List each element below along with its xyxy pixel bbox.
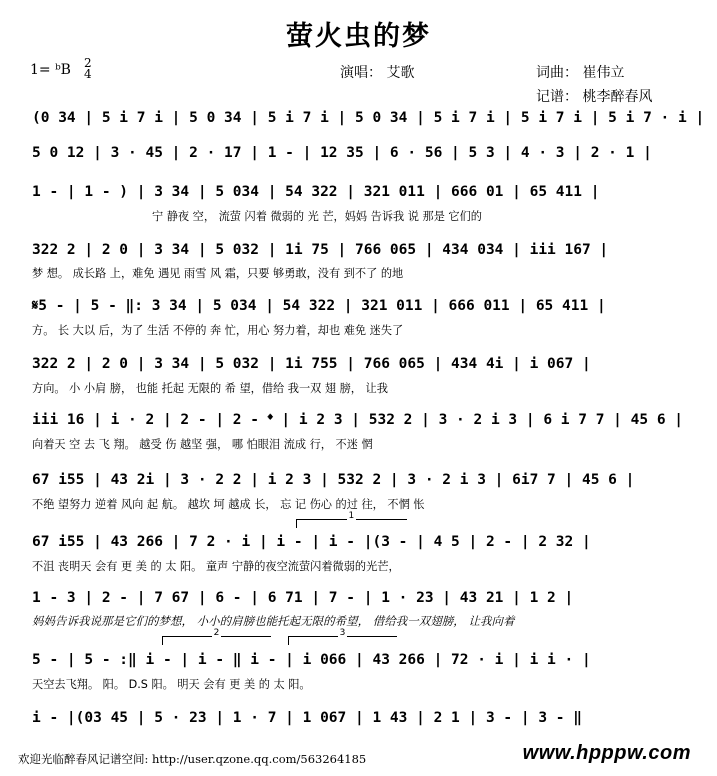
- footer-url-text: 欢迎光临醉春风记谱空间: http://user.qzone.qq.com/563264185: [18, 752, 367, 766]
- first-ending-bracket: 1: [296, 519, 407, 528]
- time-signature: 2 4: [84, 56, 92, 81]
- score-row-5: 𝄋5 - | 5 - ‖: 3 34 | 5 034 | 54 322 | 321 011 | 666 011 | 65 411 |: [32, 298, 606, 314]
- score-row-2: 5 0 12 | 3 · 45 | 2 · 17 | 1 - | 12 35 | 6 · 56 | 5 3 | 4 · 3 | 2 · 1 |: [32, 145, 652, 161]
- lyric-row-7: 向着天 空 去 飞 翔。 越受 伤 越坚 强， 哪 怕眼泪 流成 行， 不迷 惘: [32, 438, 373, 451]
- key-signature: 1= ᵇB: [30, 62, 71, 78]
- second-ending-bracket: 2: [162, 636, 271, 645]
- lyric-row-9: 不沮 丧明天 会有 更 美 的 太 阳。 童声 宁静的夜空流萤闪着微弱的光芒，: [32, 560, 400, 573]
- score-row-12: i - |(03 45 | 5 · 23 | 1 · 7 | 1 067 | 1 43 | 2 1 | 3 - | 3 - ‖: [32, 710, 582, 726]
- score-row-6: 322 2 | 2 0 | 3 34 | 5 032 | 1i 755 | 766 065 | 434 4i | i 067 |: [32, 356, 591, 372]
- score-row-7: iii 16 | i · 2 | 2 - | 2 - 𝄌 | i 2 3 | 532 2 | 3 · 2 i 3 | 6 i 7 7 | 45 6 |: [32, 412, 684, 428]
- lyric-row-3: 宁 静夜 空， 流萤 闪着 微弱的 光 芒，妈妈 告诉我 说 那是 它们的: [152, 210, 482, 223]
- third-ending-bracket: 3: [288, 636, 397, 645]
- lyric-row-11: 天空去飞翔。 阳。 D.S 阳。 明天 会有 更 美 的 太 阳。: [32, 678, 311, 691]
- composer-credit: 词曲： 崔伟立: [536, 65, 625, 81]
- score-row-3: 1 - | 1 - ) | 3 34 | 5 034 | 54 322 | 321 011 | 666 01 | 65 411 |: [32, 184, 600, 200]
- website-watermark: www.hpppw.com: [522, 742, 691, 764]
- score-row-8: 67 i55 | 43 2i | 3 · 2 2 | i 2 3 | 532 2 | 3 · 2 i 3 | 6i7 7 | 45 6 |: [32, 472, 635, 488]
- lyric-row-5: 方。 长 大以 后，为了 生活 不停的 奔 忙，用心 努力着，却也 难免 迷失了: [32, 324, 404, 337]
- score-row-4: 322 2 | 2 0 | 3 34 | 5 032 | 1i 75 | 766 065 | 434 034 | iii 167 |: [32, 242, 609, 258]
- lyric-row-4: 梦 想。 成长路 上，难免 遇见 雨雪 风 霜，只要 够勇敢，没有 到不了 的地: [32, 267, 404, 280]
- transcriber-credit: 记谱： 桃李醉春风: [536, 89, 653, 105]
- lyric-row-8: 不绝 望努力 逆着 风向 起 航。 越坎 坷 越成 长， 忘 记 伤心 的过 往， 不惘 怅: [32, 498, 425, 511]
- singer-credit: 演唱： 艾歌: [340, 65, 415, 81]
- score-row-11: 5 - | 5 - :‖ i - | i - ‖ i - | i 066 | 43 266 | 72 · i | i i · |: [32, 652, 591, 668]
- score-row-1: (0 34 | 5 i 7 i | 5 0 34 | 5 i 7 i | 5 0 34 | 5 i 7 i | 5 i 7 i | 5 i 7 · i |: [32, 110, 705, 126]
- song-title: 萤火虫的梦: [286, 21, 431, 52]
- lyric-row-6: 方向。 小 小肩 膀， 也能 托起 无限的 希 望，借给 我一双 翅 膀， 让我: [32, 382, 388, 395]
- score-row-10: 1 - 3 | 2 - | 7 67 | 6 - | 6 71 | 7 - | 1 · 23 | 43 21 | 1 2 |: [32, 590, 574, 606]
- score-row-9: 67 i55 | 43 266 | 7 2 · i | i - | i - |(3 - | 4 5 | 2 - | 2 32 |: [32, 534, 591, 550]
- lyric-row-10: 妈妈告诉我说那是它们的梦想， 小小的肩膀也能托起无限的希望， 借给我一双翅膀， 让我向着: [32, 614, 515, 628]
